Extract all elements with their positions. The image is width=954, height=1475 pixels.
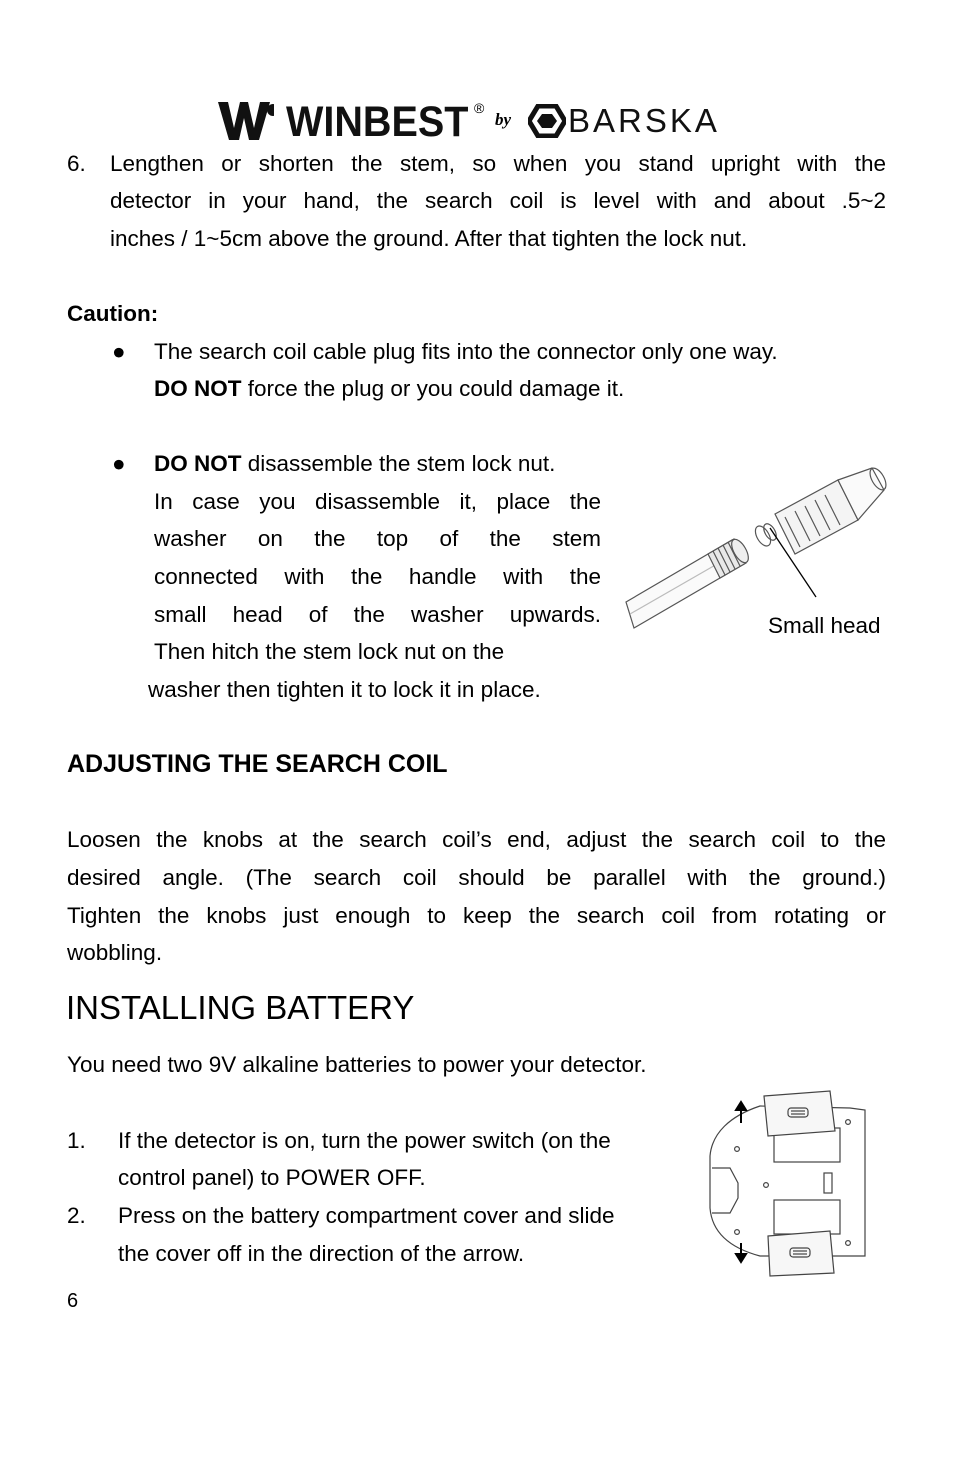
bullet-dot: ● xyxy=(112,339,126,364)
adjusting-line-2: desired angle. (The search coil should be parallel with the ground.) xyxy=(67,865,886,890)
caution-title: Caution: xyxy=(67,301,159,326)
emphasis: DO NOT xyxy=(154,376,242,401)
adjusting-line-3: Tighten the knobs just enough to keep the search coil from rotating or xyxy=(67,903,886,928)
registered-mark: ® xyxy=(474,100,485,116)
installing-intro: You need two 9V alkaline batteries to power your detector. xyxy=(67,1052,647,1077)
winbest-logo-mark xyxy=(218,102,274,140)
barska-logo-mark xyxy=(528,104,566,138)
adjusting-line-4: wobbling. xyxy=(67,940,163,965)
adjusting-line-1: Loosen the knobs at the search coil’s end, adjust the search coil to the xyxy=(67,827,886,852)
caution-bullet2-line2: In case you disassemble it, place the xyxy=(154,489,601,514)
caution-bullet2-line7: washer then tighten it to lock it in place. xyxy=(148,677,541,702)
partner-name: BARSKA xyxy=(568,102,720,139)
list-number: 1. xyxy=(67,1128,86,1153)
caution-bullet2-line4: connected with the handle with the xyxy=(154,564,601,589)
brand-by: by xyxy=(495,110,512,129)
brand-name: WINBEST xyxy=(286,98,469,146)
caution-bullet2-line1 xyxy=(154,450,555,478)
section-heading-installing: INSTALLING BATTERY xyxy=(66,989,415,1026)
brand-logo xyxy=(218,96,738,146)
page-number: 6 xyxy=(67,1290,79,1312)
step6-line-3: inches / 1~5cm above the ground. After that tighten the lock nut. xyxy=(110,226,748,251)
list-number: 2. xyxy=(67,1203,86,1228)
caution-bullet1-rest: force the plug or you could damage it. xyxy=(241,376,625,401)
figure-label: Small head xyxy=(768,613,881,638)
caution-bullet1-line2 xyxy=(154,375,624,403)
install-step1-line1: If the detector is on, turn the power switch (on the xyxy=(118,1128,611,1153)
caution-bullet2-line3: washer on the top of the stem xyxy=(154,526,601,551)
caution-bullet2-rest: disassemble the stem lock nut. xyxy=(241,451,556,476)
emphasis: DO NOT xyxy=(154,451,242,476)
install-step2-line1: Press on the battery compartment cover and slide xyxy=(118,1203,615,1228)
section-heading-adjusting: ADJUSTING THE SEARCH COIL xyxy=(67,750,448,778)
step-number: 6. xyxy=(67,151,86,176)
step6-line-1: Lengthen or shorten the stem, so when you stand upright with the xyxy=(110,151,886,176)
caution-bullet1-line1: The search coil cable plug fits into the connector only one way. xyxy=(154,339,778,364)
bullet-dot: ● xyxy=(112,451,126,476)
step6-line-2: detector in your hand, the search coil is level with and about .5~2 xyxy=(110,188,886,213)
caution-bullet2-line6: Then hitch the stem lock nut on the xyxy=(154,639,505,664)
install-step1-line2: control panel) to POWER OFF. xyxy=(118,1165,426,1190)
battery-compartment-illustration xyxy=(700,1088,875,1283)
stem-washer-illustration xyxy=(620,462,890,637)
install-step2-line2: the cover off in the direction of the arrow. xyxy=(118,1241,525,1266)
caution-bullet2-line5: small head of the washer upwards. xyxy=(154,602,601,627)
